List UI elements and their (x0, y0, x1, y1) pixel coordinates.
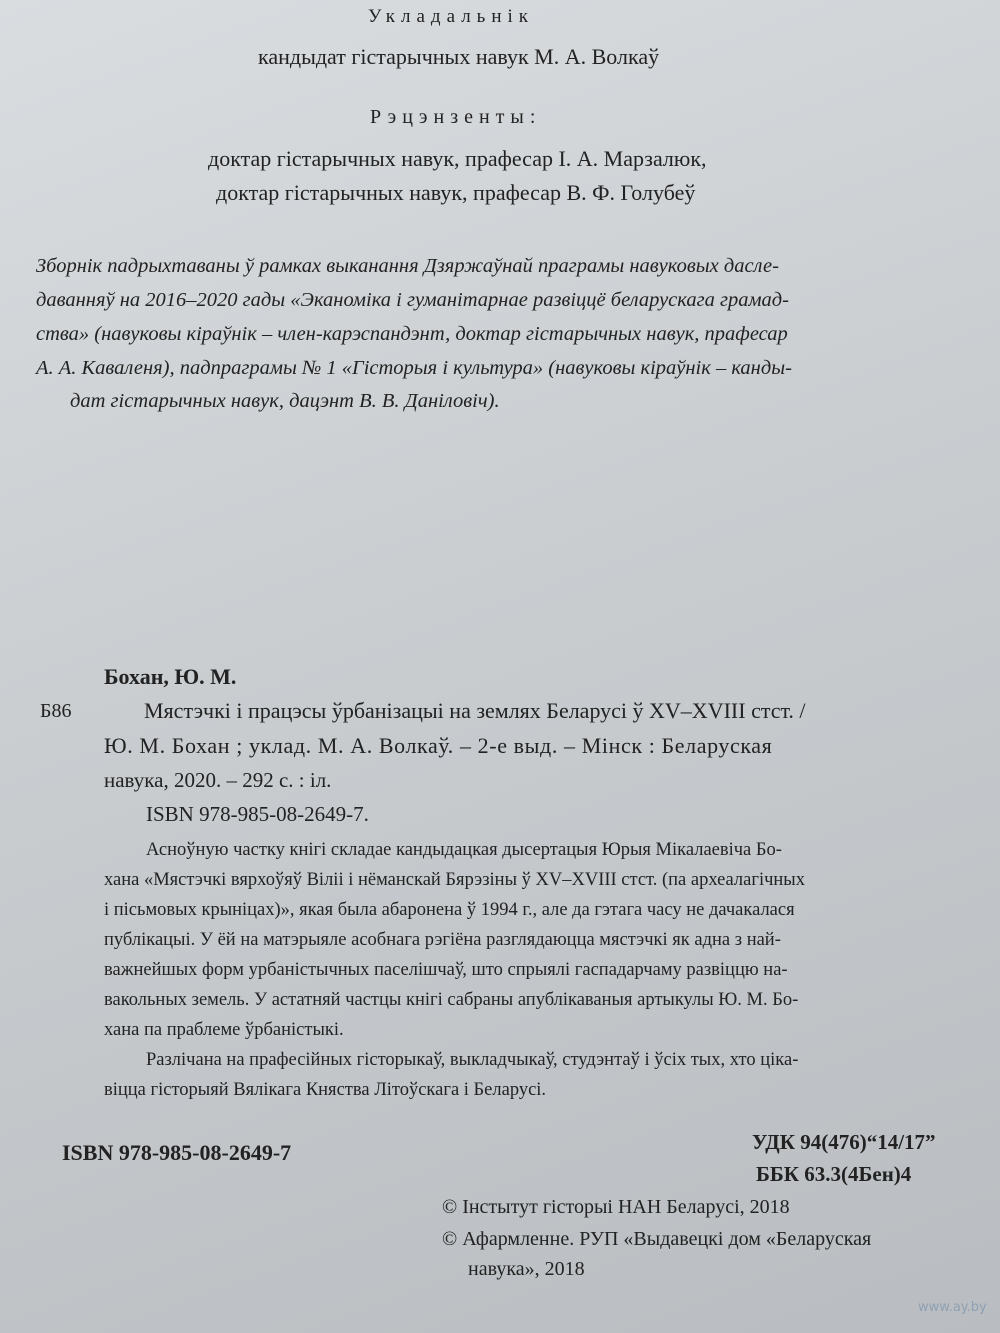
catalog-author-heading: Бохан, Ю. М. (104, 664, 237, 689)
annotation-line-3: і пісьмовых крыніцах)», якая была абаронена ў 1994 г., але да гэтага часу не дачакалася (104, 900, 795, 920)
program-note-line-4: А. А. Каваленя), падпраграмы № 1 «Гісторыя і культура» (навуковы кіраўнік – канды- (36, 357, 792, 379)
copyright-line-2: © Афармленне. РУП «Выдавецкі дом «Беларуская (442, 1228, 872, 1250)
annotation-line-2: хана «Мястэчкі вярхоўяў Віліі і нёманскай Бярэзіны ў XV–XVIII стст. (па археалагічных (104, 870, 805, 890)
annotation-line-6: вакольных земель. У астатняй частцы кнігі сабраны апублікаваныя артыкулы Ю. М. Бо- (104, 990, 799, 1010)
watermark-text: www.ay.by (918, 1300, 987, 1315)
program-note-line-2: даванняў на 2016–2020 гады «Эканоміка і гуманітарнае развіццё беларускага грамад- (36, 289, 790, 311)
catalog-code: Б86 (40, 700, 72, 722)
annotation-line-1: Асноўную частку кнігі складае кандыдацкая дысертацыя Юрыя Мікалаевіча Бо- (146, 840, 782, 860)
annotation-line-5: важнейшых форм урбаністычных паселішчаў, што спрыялі гаспадарчаму развіццю на- (104, 960, 788, 980)
annotation-line-8: Разлічана на прафесійных гісторыкаў, выкладчыкаў, студэнтаў і ўсіх тых, хто ціка- (146, 1050, 799, 1070)
compiler-name: кандыдат гістарычных навук М. А. Волкаў (258, 44, 660, 69)
catalog-line-1: Мястэчкі і працэсы ўрбанізацыі на землях Беларусі ў XV–XVIII стст. / (144, 698, 806, 723)
program-note-line-5: дат гістарычных навук, дацэнт В. В. Даніловіч). (70, 390, 500, 412)
bbk-code: ББК 63.3(4Бен)4 (756, 1162, 912, 1186)
reviewer-line-2: доктар гістарычных навук, прафесар В. Ф. Голубеў (216, 180, 696, 205)
program-note-line-3: ства» (навуковы кіраўнік – член-карэспандэнт, доктар гістарычных навук, прафесар (36, 323, 788, 345)
annotation-line-4: публікацыі. У ёй на матэрыяле асобнага рэгіёна разглядаюцца мястэчкі як адна з най- (104, 930, 781, 950)
compiler-label: Укладальнік (368, 6, 535, 27)
annotation-line-9: віцца гісторыяй Вялікага Княства Літоўскага і Беларусі. (104, 1080, 547, 1100)
footer-isbn: ISBN 978-985-08-2649-7 (62, 1140, 292, 1165)
program-note-line-1: Зборнік падрыхтаваны ў рамках выканання Дзяржаўнай праграмы навуковых дасле- (36, 255, 779, 277)
annotation-line-7: хана па праблеме ўрбаністыкі. (104, 1020, 344, 1040)
copyright-line-1: © Інстытут гісторыі НАН Беларусі, 2018 (442, 1196, 790, 1218)
copyright-line-3: навука», 2018 (468, 1258, 585, 1280)
reviewers-label: Рэцэнзенты: (370, 106, 542, 128)
catalog-isbn: ISBN 978-985-08-2649-7. (146, 802, 369, 826)
catalog-line-3: навука, 2020. – 292 с. : іл. (104, 768, 332, 792)
udk-code: УДК 94(476)“14/17” (752, 1130, 936, 1154)
catalog-line-2: Ю. М. Бохан ; уклад. М. А. Волкаў. – 2-е выд. – Мінск : Беларуская (104, 733, 773, 758)
reviewer-line-1: доктар гістарычных навук, прафесар І. А. Марзалюк, (208, 146, 707, 171)
